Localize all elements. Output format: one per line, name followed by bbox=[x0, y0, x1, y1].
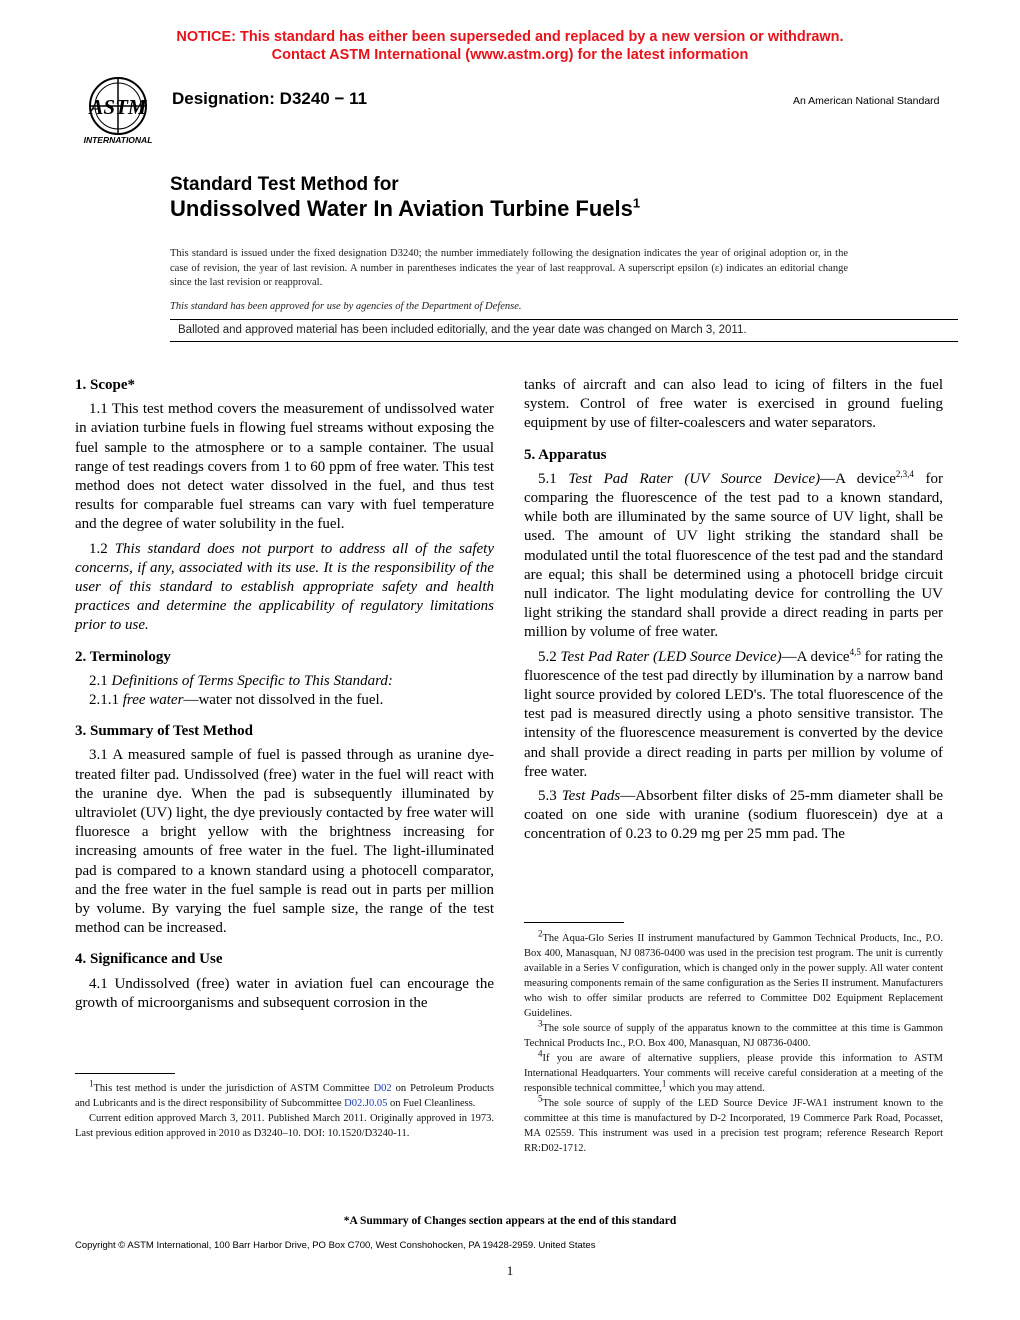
para-text: Definitions of Terms Specific to This Standard: bbox=[111, 672, 393, 689]
footnote-refs: 4,5 bbox=[849, 646, 861, 657]
title-line-1: Standard Test Method for bbox=[170, 174, 399, 195]
para-number: 5.1 bbox=[538, 470, 557, 487]
para-text: —A device bbox=[781, 648, 850, 665]
dod-statement: This standard has been approved for use by agencies of the Department of Defense. bbox=[170, 301, 522, 312]
title-line-2 bbox=[170, 196, 640, 222]
superseded-notice bbox=[0, 28, 1020, 64]
designation: Designation: D3240 − 11 bbox=[172, 89, 368, 108]
para-text: —A device bbox=[820, 470, 896, 487]
divider-top bbox=[170, 319, 958, 320]
footnote-ref: 1 bbox=[661, 1078, 667, 1089]
footnote-1 bbox=[75, 1078, 495, 1111]
left-column bbox=[75, 376, 494, 1013]
summary-of-changes-note: *A Summary of Changes section appears at the end of this standard bbox=[343, 1215, 677, 1227]
logo-letters: ASTM bbox=[89, 95, 147, 119]
paragraph bbox=[75, 672, 494, 691]
national-standard-label: An American National Standard bbox=[793, 95, 940, 107]
notice-line-1: NOTICE: This standard has either been superseded and replaced by a new version or withdrawn. bbox=[176, 29, 844, 45]
term: Test Pad Rater (UV Source Device) bbox=[568, 470, 821, 487]
section-heading: 1. Scope* bbox=[75, 377, 135, 393]
para-text: for rating the fluorescence of the test pad directly by illumination by a narrow band light source provided by colored LED's. The total fluorescence of the test pad is measured directly using a photo sensitive transistor. The intensity of the fluorescence measurement is converted by the device and shall provide a direct reading in parts per million by volume of free water. bbox=[524, 648, 944, 780]
footnotes-left bbox=[75, 1078, 495, 1141]
footnote-number: 3 bbox=[538, 1018, 543, 1029]
footnote-text: This test method is under the jurisdiction of ASTM Committee bbox=[93, 1083, 370, 1094]
paragraph bbox=[75, 691, 494, 710]
paragraph bbox=[75, 540, 494, 636]
para-number: 1.2 bbox=[89, 540, 108, 557]
subcommittee-link[interactable]: D02.J0.05 bbox=[344, 1098, 388, 1109]
balloted-note: Balloted and approved material has been included editorially, and the year date was changed on March 3, 2011. bbox=[178, 324, 747, 336]
issued-statement: This standard is issued under the fixed designation D3240; the number immediately following the designation indicates the year of original adoption or, in the case of revision, the year of last revision. A number in parentheses indicates the year of last reapproval. A superscript epsilon (ε) indicates an editorial change since the last revision or reapproval. bbox=[170, 248, 848, 288]
footnote-text: on Petroleum Products and Lubricants and is the direct responsibility of Subcommittee bbox=[75, 1083, 495, 1109]
page-number: 1 bbox=[506, 1263, 514, 1278]
footnote-text: which you may attend. bbox=[666, 1083, 765, 1094]
title-text: Undissolved Water In Aviation Turbine Fuels bbox=[170, 196, 633, 221]
copyright: Copyright © ASTM International, 100 Barr Harbor Drive, PO Box C700, West Conshohocken, PA 19428-2959. United States bbox=[75, 1240, 596, 1251]
para-number: 2.1 bbox=[89, 672, 108, 689]
footnote-number: 1 bbox=[89, 1078, 94, 1089]
para-number: 5.3 bbox=[538, 788, 557, 805]
footnote-2 bbox=[524, 928, 943, 1021]
notice-line-2: Contact ASTM International (www.astm.org) for the latest information bbox=[271, 47, 749, 63]
paragraph: tanks of aircraft and can also lead to icing of filters in the fuel system. Control of free water is exercised in ground fueling equipment by use of filter-coalescers and water separators. bbox=[524, 377, 943, 432]
footnote-text: The Aqua-Glo Series II instrument manufactured by Gammon Technical Products, Inc., P.O. Box 400, Manasquan, NJ 08736-0400 was used in the precision test program. The unit is currently available in a Series V configuration, which is changed only in the power supply. All water content measuring components remain of the same configuration as the Series II instrument. Manufacturers who wish to offer similar products are referred to Committee D02 Equipment Replacement Guidelines. bbox=[524, 933, 943, 1019]
term: free water bbox=[122, 692, 184, 709]
section-heading: 2. Terminology bbox=[75, 648, 171, 665]
para-text: —Absorbent filter disks of 25-mm diameter shall be coated on one side with uranine (sodium fluorescein) dye at a concentration of 0.23 to 0.29 mg per 25 mm pad. The bbox=[524, 788, 943, 843]
footnote-4 bbox=[524, 1048, 943, 1096]
section-heading: 4. Significance and Use bbox=[75, 951, 223, 968]
footnote-text: The sole source of supply of the apparatus known to the committee at this time is Gammon Technical Products Inc., P.O. Box 400, Manasquan, NJ 08736-0400. bbox=[524, 1023, 943, 1049]
right-column bbox=[524, 376, 943, 845]
footnote-number: 4 bbox=[538, 1048, 543, 1059]
committee-link[interactable]: D02 bbox=[373, 1083, 392, 1094]
footnote-text: If you are aware of alternative suppliers, please provide this information to ASTM International Headquarters. Your comments will receive careful consideration at a meeting of the responsible technical committee, bbox=[524, 1053, 943, 1094]
paragraph: 4.1 Undissolved (free) water in aviation fuel can encourage the growth of microorganisms and subsequent corrosion in the bbox=[75, 975, 494, 1011]
footnote-3 bbox=[524, 1018, 943, 1051]
para-number: 5.2 bbox=[538, 648, 557, 665]
footnote-rule-right bbox=[524, 922, 624, 923]
footnote-rule-left bbox=[75, 1073, 175, 1074]
paragraph bbox=[524, 787, 943, 845]
footnote-text: The sole source of supply of the LED Source Device JF-WA1 instrument known to the committee at this time is manufactured by D-2 Incorporated, 19 Commerce Park Road, Pocasset, MA 02559. This instrument was used in a precision test program; reference Research Report RR:D02-1712. bbox=[524, 1098, 943, 1154]
divider-bottom bbox=[170, 341, 958, 342]
term: Test Pad Rater (LED Source Device) bbox=[560, 648, 782, 665]
paragraph bbox=[524, 648, 943, 782]
footnotes-right bbox=[524, 928, 943, 1156]
definition: —water not dissolved in the fuel. bbox=[183, 692, 384, 709]
footnote-number: 5 bbox=[538, 1093, 543, 1104]
para-number: 2.1.1 bbox=[89, 692, 119, 709]
logo-sub: INTERNATIONAL bbox=[83, 135, 153, 145]
title-footnote-ref: 1 bbox=[632, 195, 641, 211]
paragraph: 3.1 A measured sample of fuel is passed through as uranine dye-treated filter pad. Undissolved (free) water in the fuel will react with the uranine dye. When the pad is subsequently illuminated by ultraviolet (UV) light, the dye previously contacted by free water will fluoresce a bright yellow with the brightness increasing for increasing amounts of free water in the fuel. The light-illuminated pad is compared to a known standard using a photocell comparator, and the free water in the fuel sample is read out in parts per million by volume. By varying the fuel sample size, the range of the test method can be increased. bbox=[75, 747, 494, 937]
paragraph: 1.1 This test method covers the measurement of undissolved water in aviation turbine fuels in flowing fuel streams without exposing the fuel sample to the atmosphere or to a sample container. The usual range of test readings covers from 1 to 60 ppm of free water. This test method does not detect water dissolved in the fuel, and thus test results for comparable fuel streams can vary with fuel temperature and the degree of water solubility in the fuel. bbox=[75, 401, 494, 533]
section-heading: 3. Summary of Test Method bbox=[75, 723, 253, 740]
footnote-refs: 2,3,4 bbox=[895, 468, 914, 479]
para-text: This standard does not purport to address all of the safety concerns, if any, associated with its use. It is the responsibility of the user of this standard to establish appropriate safety and health practices and determine the applicability of regulatory limitations prior to use. bbox=[75, 540, 495, 634]
astm-logo-icon bbox=[72, 76, 164, 146]
footnote-text: on Fuel Cleanliness. bbox=[389, 1098, 476, 1109]
current-edition-note: Current edition approved March 3, 2011. Published March 2011. Originally approved in 1973. Last previous edition approved in 2010 as D3240–10. DOI: 10.1520/D3240-11. bbox=[75, 1113, 494, 1139]
para-text: for comparing the fluorescence of the test pad to a known standard, while both are illuminated by the same source of UV light, shall be used. The amount of UV light striking the standard shall be modulated until the total fluorescence of the test pad and the standard are equal; this shall be determined using a photocell bridge circuit null indicator. The light modulating device for controlling the UV light striking the standard shall provide a direct reading in parts per million by volume of free water. bbox=[524, 470, 943, 641]
section-heading: 5. Apparatus bbox=[524, 446, 607, 463]
paragraph bbox=[524, 470, 943, 643]
footnote-number: 2 bbox=[538, 928, 543, 939]
term: Test Pads bbox=[561, 788, 621, 805]
footnote-5 bbox=[524, 1093, 943, 1156]
